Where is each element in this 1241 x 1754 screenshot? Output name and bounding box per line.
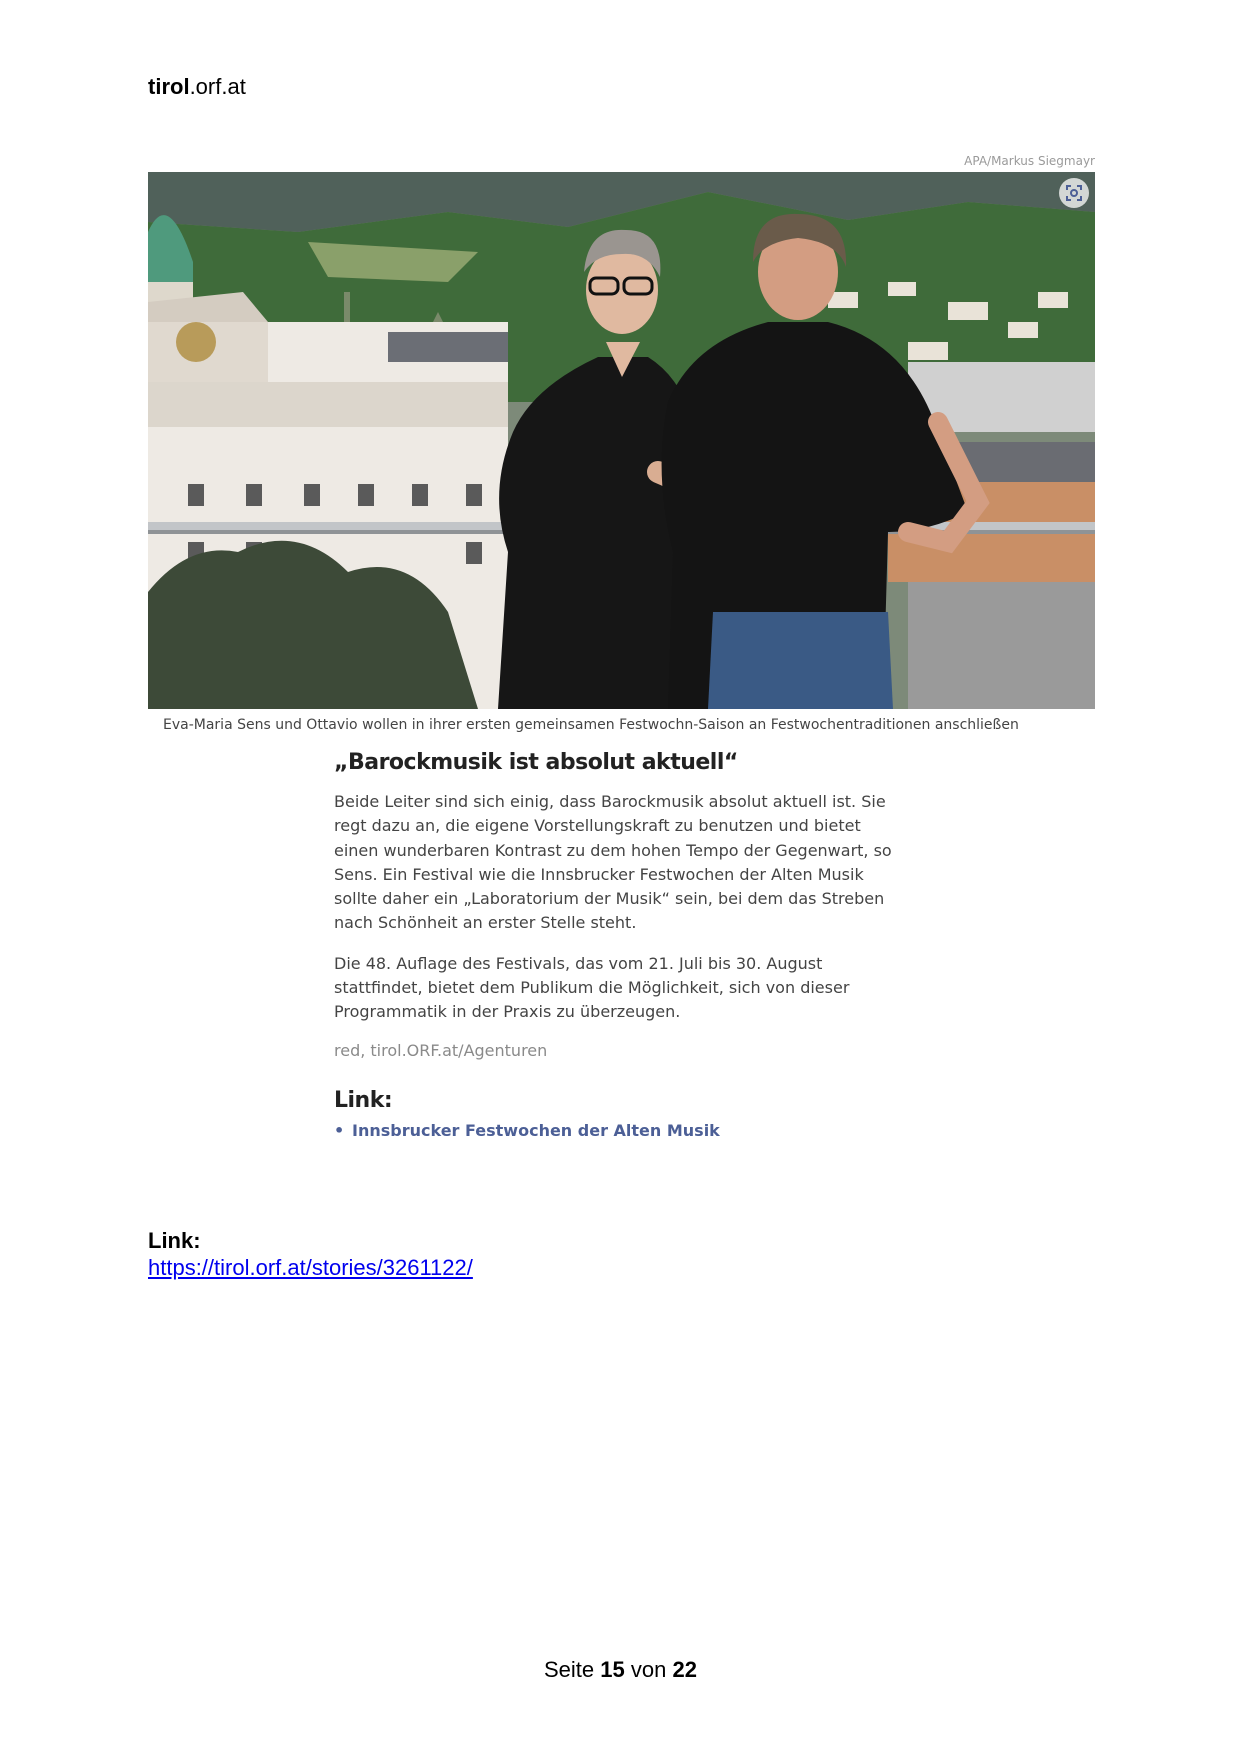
zoom-button[interactable]: [1059, 178, 1089, 208]
site-name-rest: .orf.at: [189, 74, 246, 99]
total-page-count: 22: [672, 1657, 697, 1682]
photo-illustration: [148, 172, 1095, 709]
current-page-number: 15: [600, 1657, 625, 1682]
site-name-bold: tirol: [148, 74, 190, 99]
site-header: [148, 74, 246, 100]
links-list: [334, 1121, 904, 1140]
link-text[interactable]: Innsbrucker Festwochen der Alten Musik: [352, 1120, 720, 1140]
footer-prefix: Seite: [544, 1657, 595, 1682]
link-item[interactable]: [334, 1121, 904, 1140]
article-paragraph: Beide Leiter sind sich einig, dass Barockmusik absolut aktuell ist. Sie regt dazu an, die eigene Vorstellungskraft zu benutzen und bietet einen wunderbaren Kontrast zu dem hohen Tempo der Gegenwart, so Sens. Ein Festival wie die Innsbrucker Festwochen der Alten Musik sollte daher ein „Laboratorium der Musik“ sein, bei dem das Streben nach Schönheit an erster Stelle steht.: [334, 792, 892, 933]
source-link-block: [148, 1227, 473, 1281]
photo-caption: Eva-Maria Sens und Ottavio wollen in ihrer ersten gemeinsamen Festwochn-Saison an Festwochentraditionen anschließen: [163, 717, 1019, 733]
article-paragraph: Die 48. Auflage des Festivals, das vom 21. Juli bis 30. August stattfindet, bietet dem Publikum die Möglichkeit, sich von dieser Programmatik in der Praxis zu überzeugen.: [334, 953, 850, 1022]
bullet-icon: •: [334, 1120, 345, 1140]
zoom-icon: [1065, 184, 1083, 202]
article-body: [334, 748, 904, 1140]
links-heading: Link:: [334, 1087, 393, 1113]
source-url-link[interactable]: https://tirol.orf.at/stories/3261122/: [148, 1255, 473, 1280]
photo-credit: APA/Markus Siegmayr: [964, 154, 1095, 168]
article-heading: „Barockmusik ist absolut aktuell“: [334, 750, 738, 775]
article-source: red, tirol.ORF.at/Agenturen: [334, 1040, 548, 1060]
source-link-label: Link:: [148, 1228, 201, 1253]
footer-middle: von: [630, 1657, 667, 1682]
page-footer: [0, 1657, 1241, 1683]
article-photo[interactable]: [148, 172, 1095, 709]
